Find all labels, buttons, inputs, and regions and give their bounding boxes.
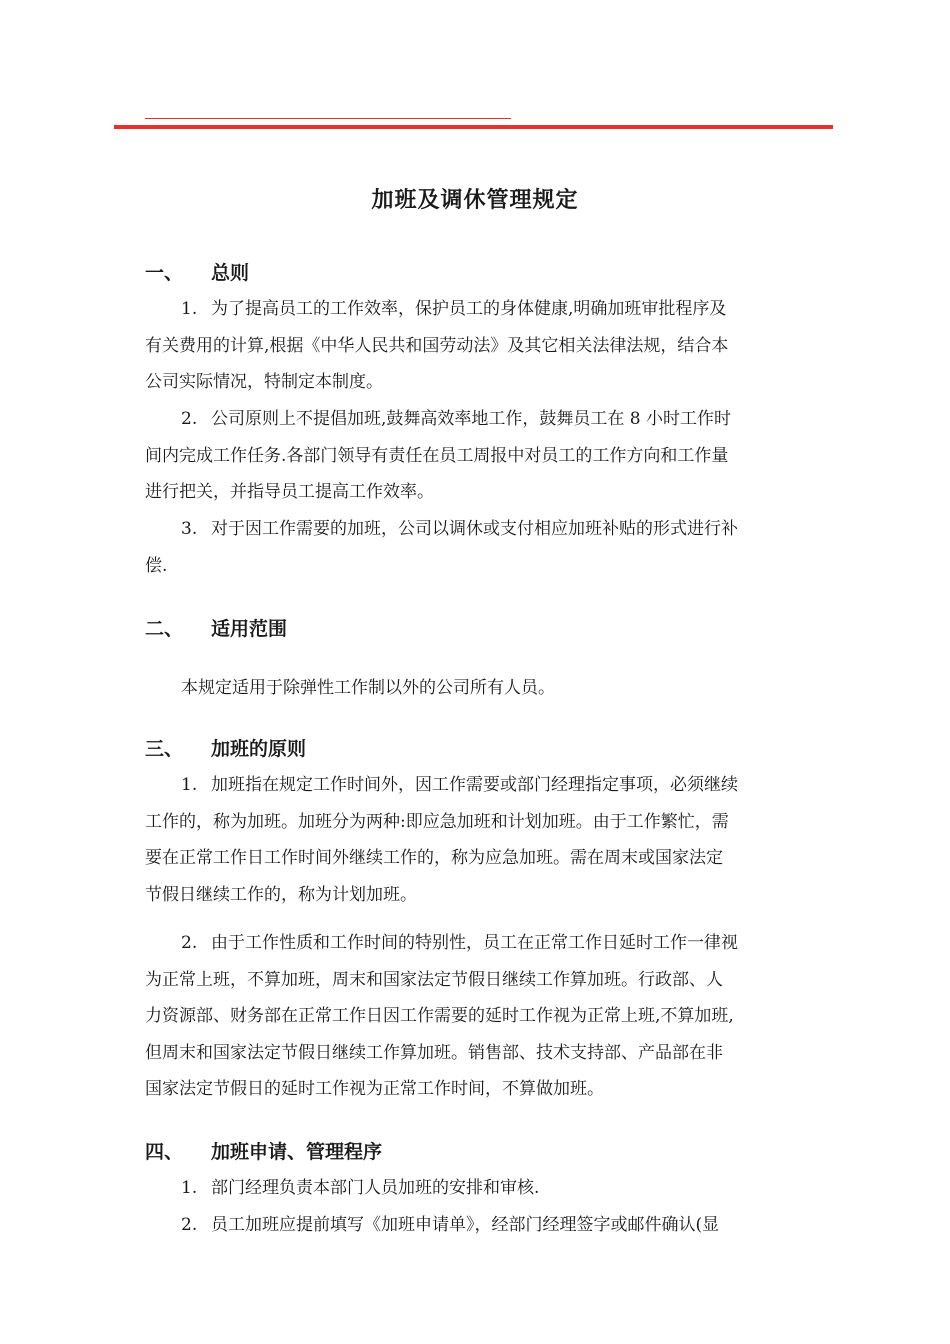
- text-line: 进行把关，并指导员工提高工作效率。: [145, 482, 434, 502]
- text-line: 有关费用的计算,根据《中华人民共和国劳动法》及其它相关法律法规，结合本: [145, 335, 729, 356]
- item-number: 1.: [181, 1178, 198, 1198]
- text-line: 节假日继续工作的，称为计划加班。: [145, 884, 417, 905]
- section-title: 加班申请、管理程序: [211, 1141, 383, 1163]
- section-heading: [145, 616, 287, 642]
- text-line: 国家法定节假日的延时工作视为正常工作时间，不算做加班。: [145, 1079, 604, 1099]
- text-line: 本规定适用于除弹性工作制以外的公司所有人员。: [181, 678, 555, 698]
- text-line: 工作的，称为加班。加班分为两种:即应急加班和计划加班。由于工作繁忙，需: [145, 811, 729, 832]
- text-line: 间内完成工作任务.各部门领导有责任在员工周报中对员工的工作方向和工作量: [145, 445, 729, 466]
- header-rule-thin: [145, 118, 511, 119]
- section-title: 总则: [211, 262, 250, 284]
- item-number: 1.: [181, 299, 198, 319]
- paragraph: [145, 511, 817, 584]
- text-line: 要在正常工作日工作时间外继续工作的，称为应急加班。需在周末或国家法定: [145, 848, 723, 868]
- text-line: 但周末和国家法定节假日继续工作算加班。销售部、技术支持部、产品部在非: [145, 1042, 723, 1063]
- item-number: 1.: [181, 775, 198, 795]
- paragraph: [145, 670, 817, 707]
- text-line: 为正常上班，不算加班，周末和国家法定节假日继续工作算加班。行政部、人: [145, 969, 723, 990]
- text-line: 力资源部、财务部在正常工作日因工作需要的延时工作视为正常上班,不算加班,: [145, 1006, 734, 1026]
- section-number: 二、: [145, 618, 184, 640]
- section-heading: [145, 736, 306, 762]
- section-heading: [145, 1139, 382, 1165]
- text-line: 员工加班应提前填写《加班申请单》，经部门经理签字或邮件确认(显: [211, 1215, 720, 1235]
- item-number: 2.: [181, 1215, 198, 1235]
- section-title: 加班的原则: [211, 738, 307, 760]
- section-number: 一、: [145, 262, 184, 284]
- item-number: 2.: [181, 409, 198, 429]
- text-line: 对于因工作需要的加班，公司以调休或支付相应加班补贴的形式进行补: [211, 519, 738, 539]
- paragraph: [145, 1207, 817, 1244]
- text-line: 公司原则上不提倡加班,鼓舞高效率地工作，鼓舞员工在 8 小时工作时: [211, 409, 732, 429]
- paragraph: [145, 1170, 817, 1207]
- section-number: 四、: [145, 1141, 184, 1163]
- section-heading: [145, 260, 249, 286]
- text-line: 由于工作性质和工作时间的特别性，员工在正常工作日延时工作一律视: [211, 933, 738, 953]
- item-number: 2.: [181, 933, 198, 953]
- text-line: 为了提高员工的工作效率，保护员工的身体健康,明确加班审批程序及: [211, 299, 727, 319]
- paragraph: [145, 925, 817, 1108]
- document-title: 加班及调休管理规定: [371, 188, 579, 213]
- paragraph: [145, 401, 817, 511]
- paragraph: [145, 767, 817, 913]
- section-number: 三、: [145, 738, 184, 760]
- text-line: 公司实际情况，特制定本制度。: [145, 372, 383, 392]
- text-line: 偿.: [145, 555, 168, 576]
- paragraph: [145, 291, 817, 401]
- section-title: 适用范围: [211, 618, 288, 640]
- text-line: 加班指在规定工作时间外，因工作需要或部门经理指定事项，必须继续: [211, 775, 738, 795]
- text-line: 部门经理负责本部门人员加班的安排和审核.: [211, 1178, 540, 1198]
- header-rule-thick: [114, 125, 833, 129]
- item-number: 3.: [181, 519, 198, 539]
